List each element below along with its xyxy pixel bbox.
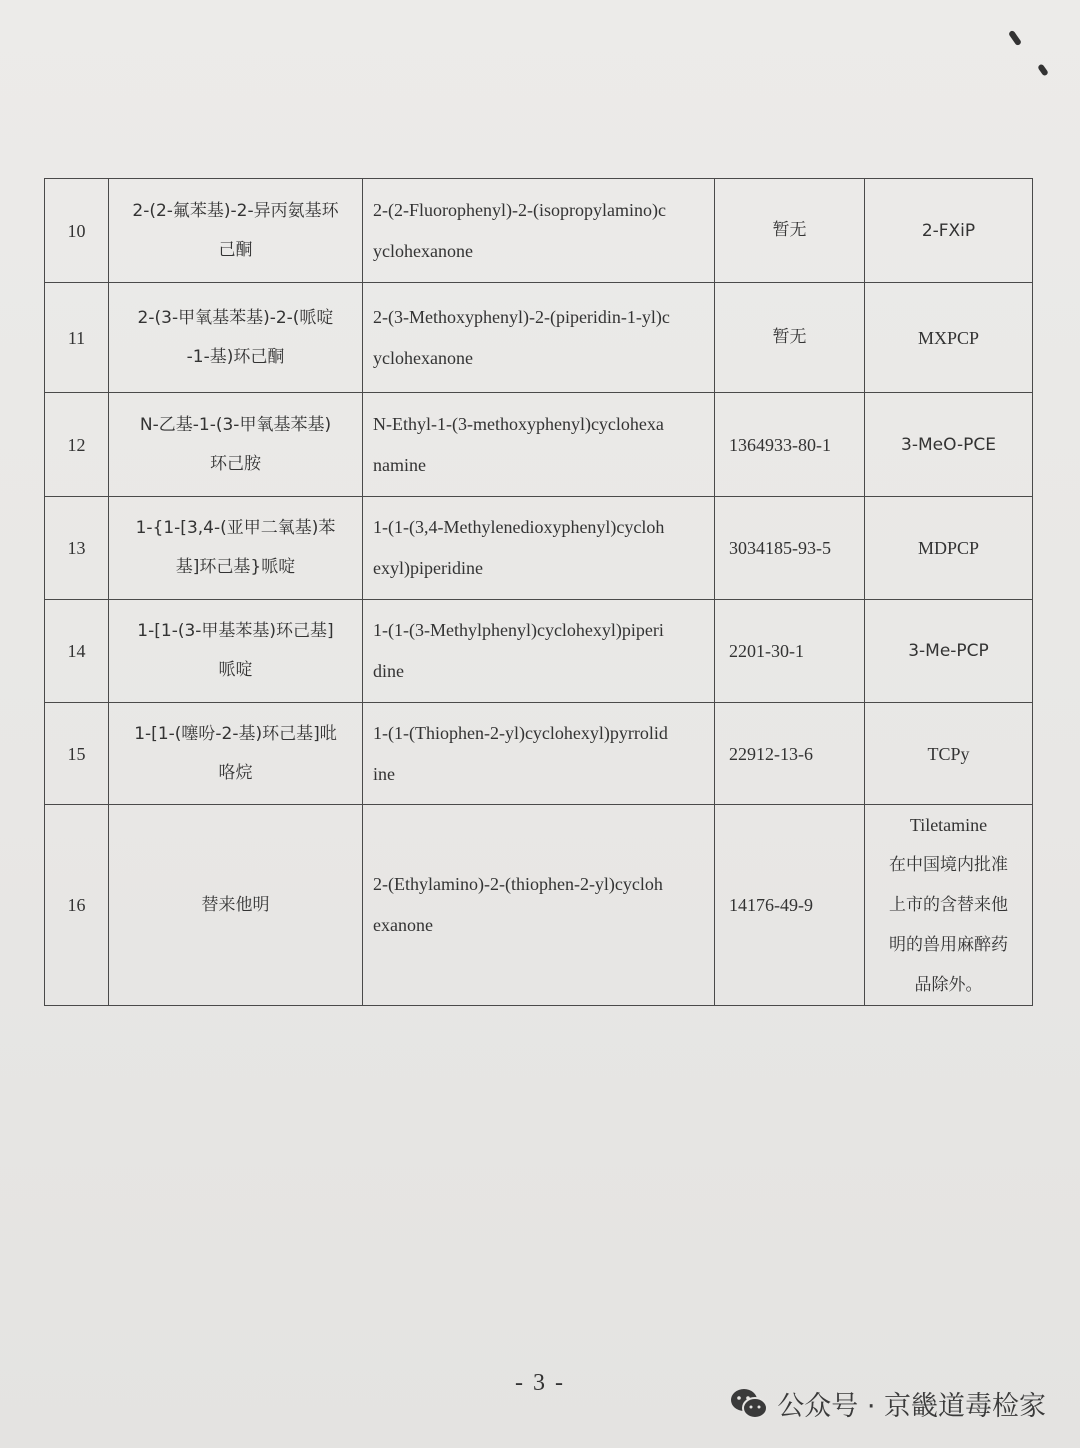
- remark-cell: [865, 703, 1033, 805]
- english-name-cell-line: exanone: [373, 915, 433, 935]
- remark-cell-line: 品除外。: [914, 975, 983, 995]
- english-name-cell-line: 2-(2-Fluorophenyl)-2-(isopropylamino)c: [373, 199, 666, 220]
- row-index: 16: [45, 805, 109, 1006]
- english-name-cell: [363, 703, 715, 805]
- english-name-cell-line: yclohexanone: [373, 240, 473, 261]
- english-name-cell-line: ine: [373, 763, 395, 784]
- english-name-cell-line: N-Ethyl-1-(3-methoxyphenyl)cyclohexa: [373, 413, 664, 434]
- chinese-name-cell: [109, 600, 363, 703]
- table-row: [45, 805, 1033, 1006]
- remark-cell-line: 2-FXiP: [921, 220, 976, 241]
- english-name-cell-line: yclohexanone: [373, 347, 473, 368]
- table-row: [45, 703, 1033, 805]
- english-name-cell-line: namine: [373, 454, 426, 475]
- english-name-cell-line: 1-(1-(Thiophen-2-yl)cyclohexyl)pyrrolid: [373, 722, 668, 743]
- english-name-cell: [363, 283, 715, 393]
- remark-cell-line: 上市的含替来他: [889, 895, 1008, 915]
- chinese-name-cell: [109, 497, 363, 600]
- english-name-cell: [363, 179, 715, 283]
- chinese-name-cell: [109, 283, 363, 393]
- cas-number-cell: 暂无: [715, 179, 865, 283]
- remark-cell-line: Tiletamine: [909, 815, 988, 835]
- remark-cell-line: 在中国境内批准: [889, 855, 1008, 875]
- table-row: [45, 497, 1033, 600]
- wechat-icon: [729, 1387, 769, 1421]
- table-row: [45, 600, 1033, 703]
- english-name-cell-line: 2-(Ethylamino)-2-(thiophen-2-yl)cycloh: [373, 874, 663, 894]
- chinese-name-cell: [109, 179, 363, 283]
- english-name-cell: [363, 600, 715, 703]
- remark-cell: [865, 179, 1033, 283]
- chinese-name-cell-line: 哌啶: [218, 660, 253, 680]
- row-index: 10: [45, 179, 109, 283]
- chinese-name-cell-line: 2-(3-甲氧基苯基)-2-(哌啶: [137, 307, 334, 328]
- row-index: 15: [45, 703, 109, 805]
- chinese-name-cell-line: 替来他明: [201, 894, 270, 915]
- wechat-watermark: [729, 1384, 1046, 1423]
- substance-table: [44, 178, 1033, 1006]
- remark-cell-line: MDPCP: [917, 538, 980, 558]
- remark-cell-line: TCPy: [927, 743, 970, 764]
- remark-cell-line: MXPCP: [917, 327, 980, 348]
- chinese-name-cell-line: -1-基)环己酮: [186, 346, 285, 367]
- row-index: 14: [45, 600, 109, 703]
- watermark-text: 公众号 · 京畿道毒检家: [777, 1391, 1046, 1422]
- chinese-name-cell-line: 咯烷: [218, 762, 253, 783]
- remark-cell-line: 3-MeO-PCE: [901, 434, 996, 455]
- english-name-cell: [363, 805, 715, 1006]
- cas-number-cell: 暂无: [715, 283, 865, 393]
- english-name-cell-line: dine: [373, 661, 404, 681]
- chinese-name-cell-line: 1-[1-(噻吩-2-基)环己基]吡: [134, 723, 337, 744]
- substance-table-container: [44, 178, 1032, 1006]
- page-number: - 3 -: [515, 1370, 565, 1396]
- remark-cell: [865, 805, 1033, 1006]
- chinese-name-cell-line: N-乙基-1-(3-甲氧基苯基): [139, 414, 332, 435]
- table-row: [45, 179, 1033, 283]
- remark-cell: [865, 497, 1033, 600]
- remark-cell-line: 明的兽用麻醉药: [889, 935, 1008, 955]
- chinese-name-cell-line: 2-(2-氟苯基)-2-异丙氨基环: [132, 200, 339, 221]
- chinese-name-cell-line: 己酮: [218, 239, 253, 260]
- english-name-cell-line: 1-(1-(3,4-Methylenedioxyphenyl)cycloh: [373, 517, 665, 537]
- table-row: [45, 283, 1033, 393]
- substance-table-body: [45, 179, 1033, 1006]
- english-name-cell: [363, 497, 715, 600]
- english-name-cell-line: 2-(3-Methoxyphenyl)-2-(piperidin-1-yl)c: [373, 306, 670, 327]
- table-row: [45, 393, 1033, 497]
- remark-cell: [865, 600, 1033, 703]
- chinese-name-cell: [109, 393, 363, 497]
- english-name-cell-line: 1-(1-(3-Methylphenyl)cyclohexyl)piperi: [373, 620, 664, 640]
- chinese-name-cell: [109, 703, 363, 805]
- row-index: 12: [45, 393, 109, 497]
- chinese-name-cell: [109, 805, 363, 1006]
- cas-number-cell: 22912-13-6: [715, 703, 865, 805]
- cas-number-cell: 2201-30-1: [715, 600, 865, 703]
- chinese-name-cell-line: 基]环己基}哌啶: [175, 557, 296, 577]
- chinese-name-cell-line: 1-{1-[3,4-(亚甲二氧基)苯: [135, 518, 336, 538]
- cas-number-cell: 3034185-93-5: [715, 497, 865, 600]
- row-index: 13: [45, 497, 109, 600]
- english-name-cell-line: exyl)piperidine: [373, 558, 483, 578]
- cas-number-cell: 1364933-80-1: [715, 393, 865, 497]
- remark-cell: [865, 283, 1033, 393]
- remark-cell: [865, 393, 1033, 497]
- remark-cell-line: 3-Me-PCP: [908, 641, 989, 661]
- chinese-name-cell-line: 环己胺: [210, 453, 261, 474]
- cas-number-cell: 14176-49-9: [715, 805, 865, 1006]
- row-index: 11: [45, 283, 109, 393]
- english-name-cell: [363, 393, 715, 497]
- chinese-name-cell-line: 1-[1-(3-甲基苯基)环己基]: [137, 621, 334, 641]
